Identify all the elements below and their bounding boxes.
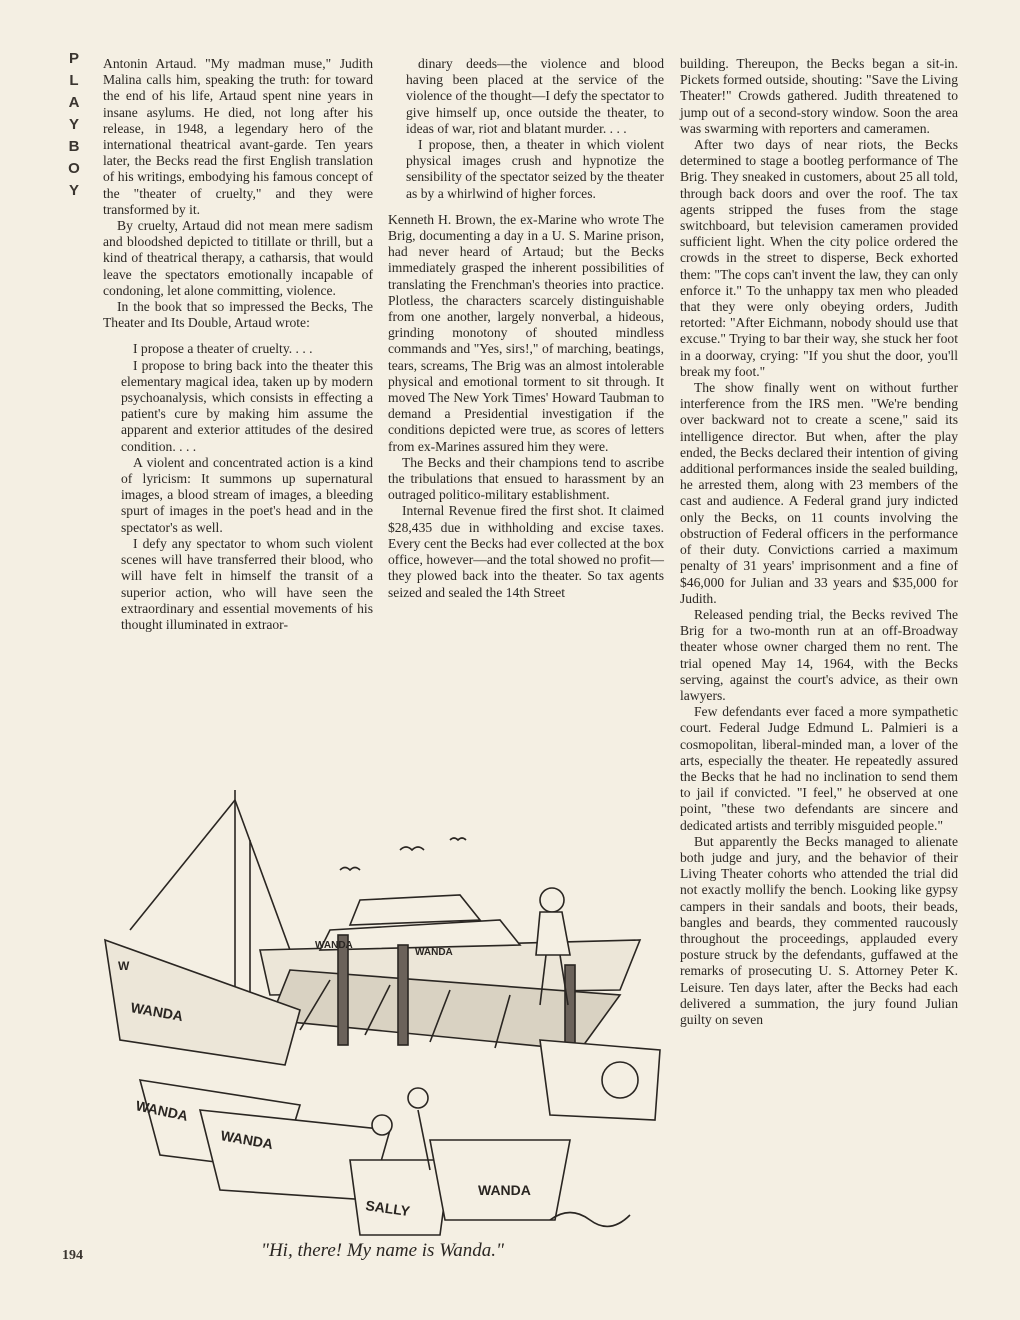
cartoon-caption: "Hi, there! My name is Wanda."	[260, 1240, 505, 1261]
cartoon-illustration	[100, 780, 665, 1240]
paragraph: The Becks and their champions tend to ascribe the tribulations that ensued to harassment by an outraged politico-military establishment.	[388, 454, 664, 503]
paragraph: I propose a theater of cruelty. . . .	[133, 341, 313, 357]
paragraph: dinary deeds—the violence and blood having been placed at the service of the violence of the thought—I defy the spectator to give himself up, once outside the theater, to ideas of war, riot and blatant murder. . . .	[406, 56, 664, 136]
paragraph: I propose, then, a theater in which violent physical images crush and hypnotize the sensibility of the spectator seized by the theater as by a whirlwind of higher forces.	[406, 137, 664, 201]
paragraph: By cruelty, Artaud did not mean mere sadism and bloodshed depicted to titillate or thrill, but a kind of theatrical therapy, a catharsis, that would leave the spectators emotionally incapable of condoning, let alone committing, violence.	[103, 218, 373, 298]
side-letter: P	[68, 50, 79, 67]
side-letter: O	[68, 160, 80, 177]
boat-name: WANDA	[478, 1182, 531, 1198]
side-letter: A	[68, 94, 80, 111]
paragraph: Kenneth H. Brown, the ex-Marine who wrote The Brig, documenting a day in a U. S. Marine prison, had never heard of Artaud; but the Becks immediately grasped the inherent possibilities of translating the Frenchman's theories into practice. Plotless, the characters scarcely distinguishable from one another, largely nonverbal, a hideous, grinding monotony of shouted mindless commands and "Yes, sirs!," of marching, beatings, tears, screams, The Brig was an almost intolerable physical and emotional torment to sit through. It moved The New York Times' Howard Taubman to demand a Presidential investigation if the conditions depicted were true, as scores of letters from ex-Marines assured him they were.	[388, 211, 664, 454]
paragraph: Antonin Artaud. "My madman muse," Judith Malina calls him, speaking the truth: for toward the end of his life, Artaud spent nine years in insane asylums. He died, not long after his release, in 1948, a legendary hero of the international theatrical avant-garde. Ten years later, the Becks read the first English translation of his writings, embodying his famous concept of the "theater of cruelty," and they were transformed by it.	[103, 56, 373, 217]
boat-name: W	[118, 959, 130, 973]
magazine-side-label	[64, 48, 84, 202]
boat-name: WANDA	[219, 1127, 275, 1153]
paragraph: Released pending trial, the Becks revived The Brig for a two-month run at an off-Broadway theater whose owner charged them no rent. The trial opened May 14, 1964, with the Becks serving, against the court's advice, as their own lawyers.	[680, 606, 958, 703]
boat-name: WANDA	[129, 999, 185, 1025]
paragraph: Internal Revenue fired the first shot. It claimed $28,435 due in withholding and excise taxes. Every cent the Becks had ever collected at the box office, however—and the total showed no profit—they plowed back into the theater. So tax agents seized and sealed the 14th Street	[388, 503, 664, 600]
paragraph: But apparently the Becks managed to alienate both judge and jury, and the behavior of their Living Theater cohorts who attended the trial did not exactly mollify the bench. Looking like gypsy campers in their sandals and boots, their beads, bangles and beards, they commented raucously throughout the proceedings, applauded every posture struck by the defendants, guffawed at the remarks of prosecuting U. S. Attorney Peter K. Leisure. Ten days later, after the Becks had each delivered a summation, the jury found Julian guilty on seven	[680, 833, 958, 1027]
paragraph: After two days of near riots, the Becks determined to stage a bootleg performance of The Brig. They sneaked in customers, about 25 all told, through back doors and over the roof. The tax agents stripped the fuses from the stage switchboard, but television cameramen provided sufficient light. When the city police ordered the crowds in the street to disperse, Beck exhorted them: "The cops can't invent the law, they can only enforce it." To the unhappy tax men who pleaded that they were only obeying orders, Judith retorted: "After Eichmann, nobody should use that excuse." Trying to bar their way, she stuck her foot in a doorway, crying: "If you shut the door, you'll break my foot."	[680, 137, 958, 379]
column-3	[680, 56, 958, 1028]
paragraph: In the book that so impressed the Becks, The Theater and Its Double, Artaud wrote:	[103, 299, 373, 331]
side-letter: B	[68, 138, 80, 155]
boat-name: WANDA	[315, 940, 353, 951]
side-letter: L	[69, 72, 79, 89]
paragraph: A violent and concentrated action is a kind of lyricism: It summons up supernatural images, a blood stream of images, a bleeding spurt of images in the poet's head and in the spectator's as well.	[121, 454, 373, 535]
paragraph: I defy any spectator to whom such violent scenes will have transferred their blood, who will have felt in himself the transit of a superior action, who will have seen the extraordinary and essential movements of his thought illuminated in extraor-	[121, 535, 373, 632]
column-2	[388, 56, 664, 601]
boat-name: SALLY	[364, 1197, 411, 1220]
side-letter: Y	[68, 182, 79, 199]
page-number: 194	[62, 1248, 83, 1263]
paragraph: The show finally went on without further interference from the IRS men. "We're bending over backward not to create a scene," said its intelligence director. But when, after the play ended, the Becks declared their intention of giving additional performances inside the sealed building, he arrested them, along with 23 members of the cast and audience. A Federal grand jury indicted only the Becks, on 11 counts involving the obstruction of Federal officers in the performance of their duty. Convictions carried a maximum penalty of 31 years' imprisonment and a fine of $46,000 for Julian and 33 years and $35,000 for Judith.	[680, 380, 958, 606]
paragraph: I propose to bring back into the theater this elementary magical idea, taken up by modern psychoanalysis, which consists in effecting a patient's cure by making him assume the apparent and exterior attitudes of the desired condition. . . .	[121, 357, 373, 454]
boat-name: WANDA	[134, 1097, 190, 1124]
paragraph: building. Thereupon, the Becks began a sit-in. Pickets formed outside, shouting: "Save the Living Theater!" Crowds gathered. Judith threatened to jump out of a second-story window. Soon the area was swarming with reporters and cameramen.	[680, 56, 958, 136]
paragraph: Few defendants ever faced a more sympathetic court. Federal Judge Edmund L. Palmieri is a cosmopolitan, liberal-minded man, a lover of the arts, especially the theater. He repeatedly assured the Becks that he had no inclination to send them to jail if convicted. "I feel," he observed at one point, "these two defendants are sincere and dedicated artists and terribly misguided people."	[680, 704, 958, 833]
boat-name: WANDA	[415, 947, 453, 958]
column-1	[103, 56, 373, 633]
side-letter: Y	[68, 116, 79, 133]
